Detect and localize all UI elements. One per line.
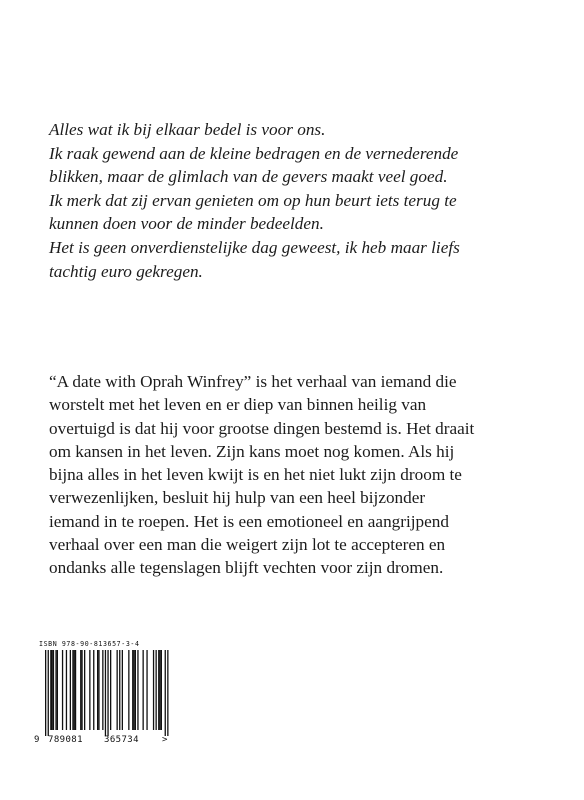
blurb-text [49, 370, 559, 580]
barcode-bar [50, 650, 51, 730]
barcode-bar [132, 650, 133, 730]
barcode-bar [48, 650, 49, 736]
barcode-bar [52, 650, 53, 730]
barcode-bar [72, 650, 73, 730]
quote-line: Het is geen onverdienstelijke dag geweest, ik heb maar liefs [49, 237, 460, 257]
barcode-bar [161, 650, 162, 730]
barcode-bar [156, 650, 157, 730]
barcode-bar [74, 650, 75, 730]
barcode-first-digit: 9 [34, 735, 40, 745]
barcode-bar [62, 650, 63, 730]
barcode-bar [84, 650, 85, 730]
barcode-bar [158, 650, 159, 730]
quote-line: Ik merk dat zij ervan genieten om op hun beurt iets terug te [49, 190, 457, 210]
blurb-line: iemand in te roepen. Het is een emotioneel en aangrijpend [49, 511, 449, 531]
blurb-line: bijna alles in het leven kwijt is en het niet lukt zijn droom te [49, 465, 462, 485]
blurb-line: overtuigd is dat hij voor grootse dingen bestemd is. Het draait [49, 418, 475, 438]
barcode-bar [102, 650, 103, 730]
barcode-bar [165, 650, 166, 736]
barcode-icon [34, 650, 174, 736]
barcode-bar [117, 650, 118, 730]
isbn-label: ISBN 978-90-813657-3-4 [39, 640, 140, 648]
barcode-bar [105, 650, 106, 736]
blurb-line: “A date with Oprah Winfrey” is het verhaal van iemand die [49, 372, 457, 391]
barcode-bar [97, 650, 98, 730]
barcode-bar [107, 650, 108, 736]
quote-line: Ik raak gewend aan de kleine bedragen en de vernederende [49, 143, 459, 163]
barcode-bar [89, 650, 90, 730]
barcode-end-mark: > [162, 735, 168, 745]
blurb-line: verhaal over een man die weigert zijn lot te accepteren en [49, 535, 446, 555]
barcode-bar [53, 650, 54, 730]
barcode-bar [93, 650, 94, 730]
blurb-line: verwezenlijken, besluit hij hulp van een heel bijzonder [49, 488, 426, 508]
barcode-bar [128, 650, 129, 730]
barcode-bar [110, 650, 111, 730]
barcode-bar [153, 650, 154, 730]
blurb-line: ondanks alle tegenslagen blijft vechten voor zijn dromen. [49, 558, 444, 578]
quote-line: Alles wat ik bij elkaar bedel is voor ons. [49, 120, 326, 139]
blurb-line: worstelt met het leven en er diep van binnen heilig van [49, 395, 427, 415]
quote-text [49, 118, 559, 283]
blurb-line: om kansen in het leven. Zijn kans moet nog komen. Als hij [49, 441, 455, 461]
barcode-bar [119, 650, 120, 730]
barcode-bar [98, 650, 99, 730]
barcode-bar [159, 650, 160, 730]
barcode-bar [135, 650, 136, 730]
barcode-bar [143, 650, 144, 730]
barcode-bar [81, 650, 82, 730]
barcode-bar [66, 650, 67, 730]
isbn-barcode-block [34, 640, 174, 750]
barcode-bar [55, 650, 56, 730]
barcode-bar [146, 650, 147, 730]
quote-line: blikken, maar de glimlach van de gevers maakt veel goed. [49, 167, 448, 187]
barcode-bar [122, 650, 123, 730]
quote-line: kunnen doen voor de minder bedeelden. [49, 214, 324, 234]
barcode-bar [133, 650, 134, 730]
barcode-bar [57, 650, 58, 730]
barcode-bar [167, 650, 168, 736]
barcode-bar [45, 650, 46, 736]
barcode-bar [70, 650, 71, 730]
quote-line: tachtig euro gekregen. [49, 261, 203, 281]
barcode-bar [80, 650, 81, 730]
barcode-bar [137, 650, 138, 730]
barcode-bar [75, 650, 76, 730]
barcode-right-group: 365734 [104, 735, 139, 745]
barcode-left-group: 789081 [48, 735, 83, 745]
